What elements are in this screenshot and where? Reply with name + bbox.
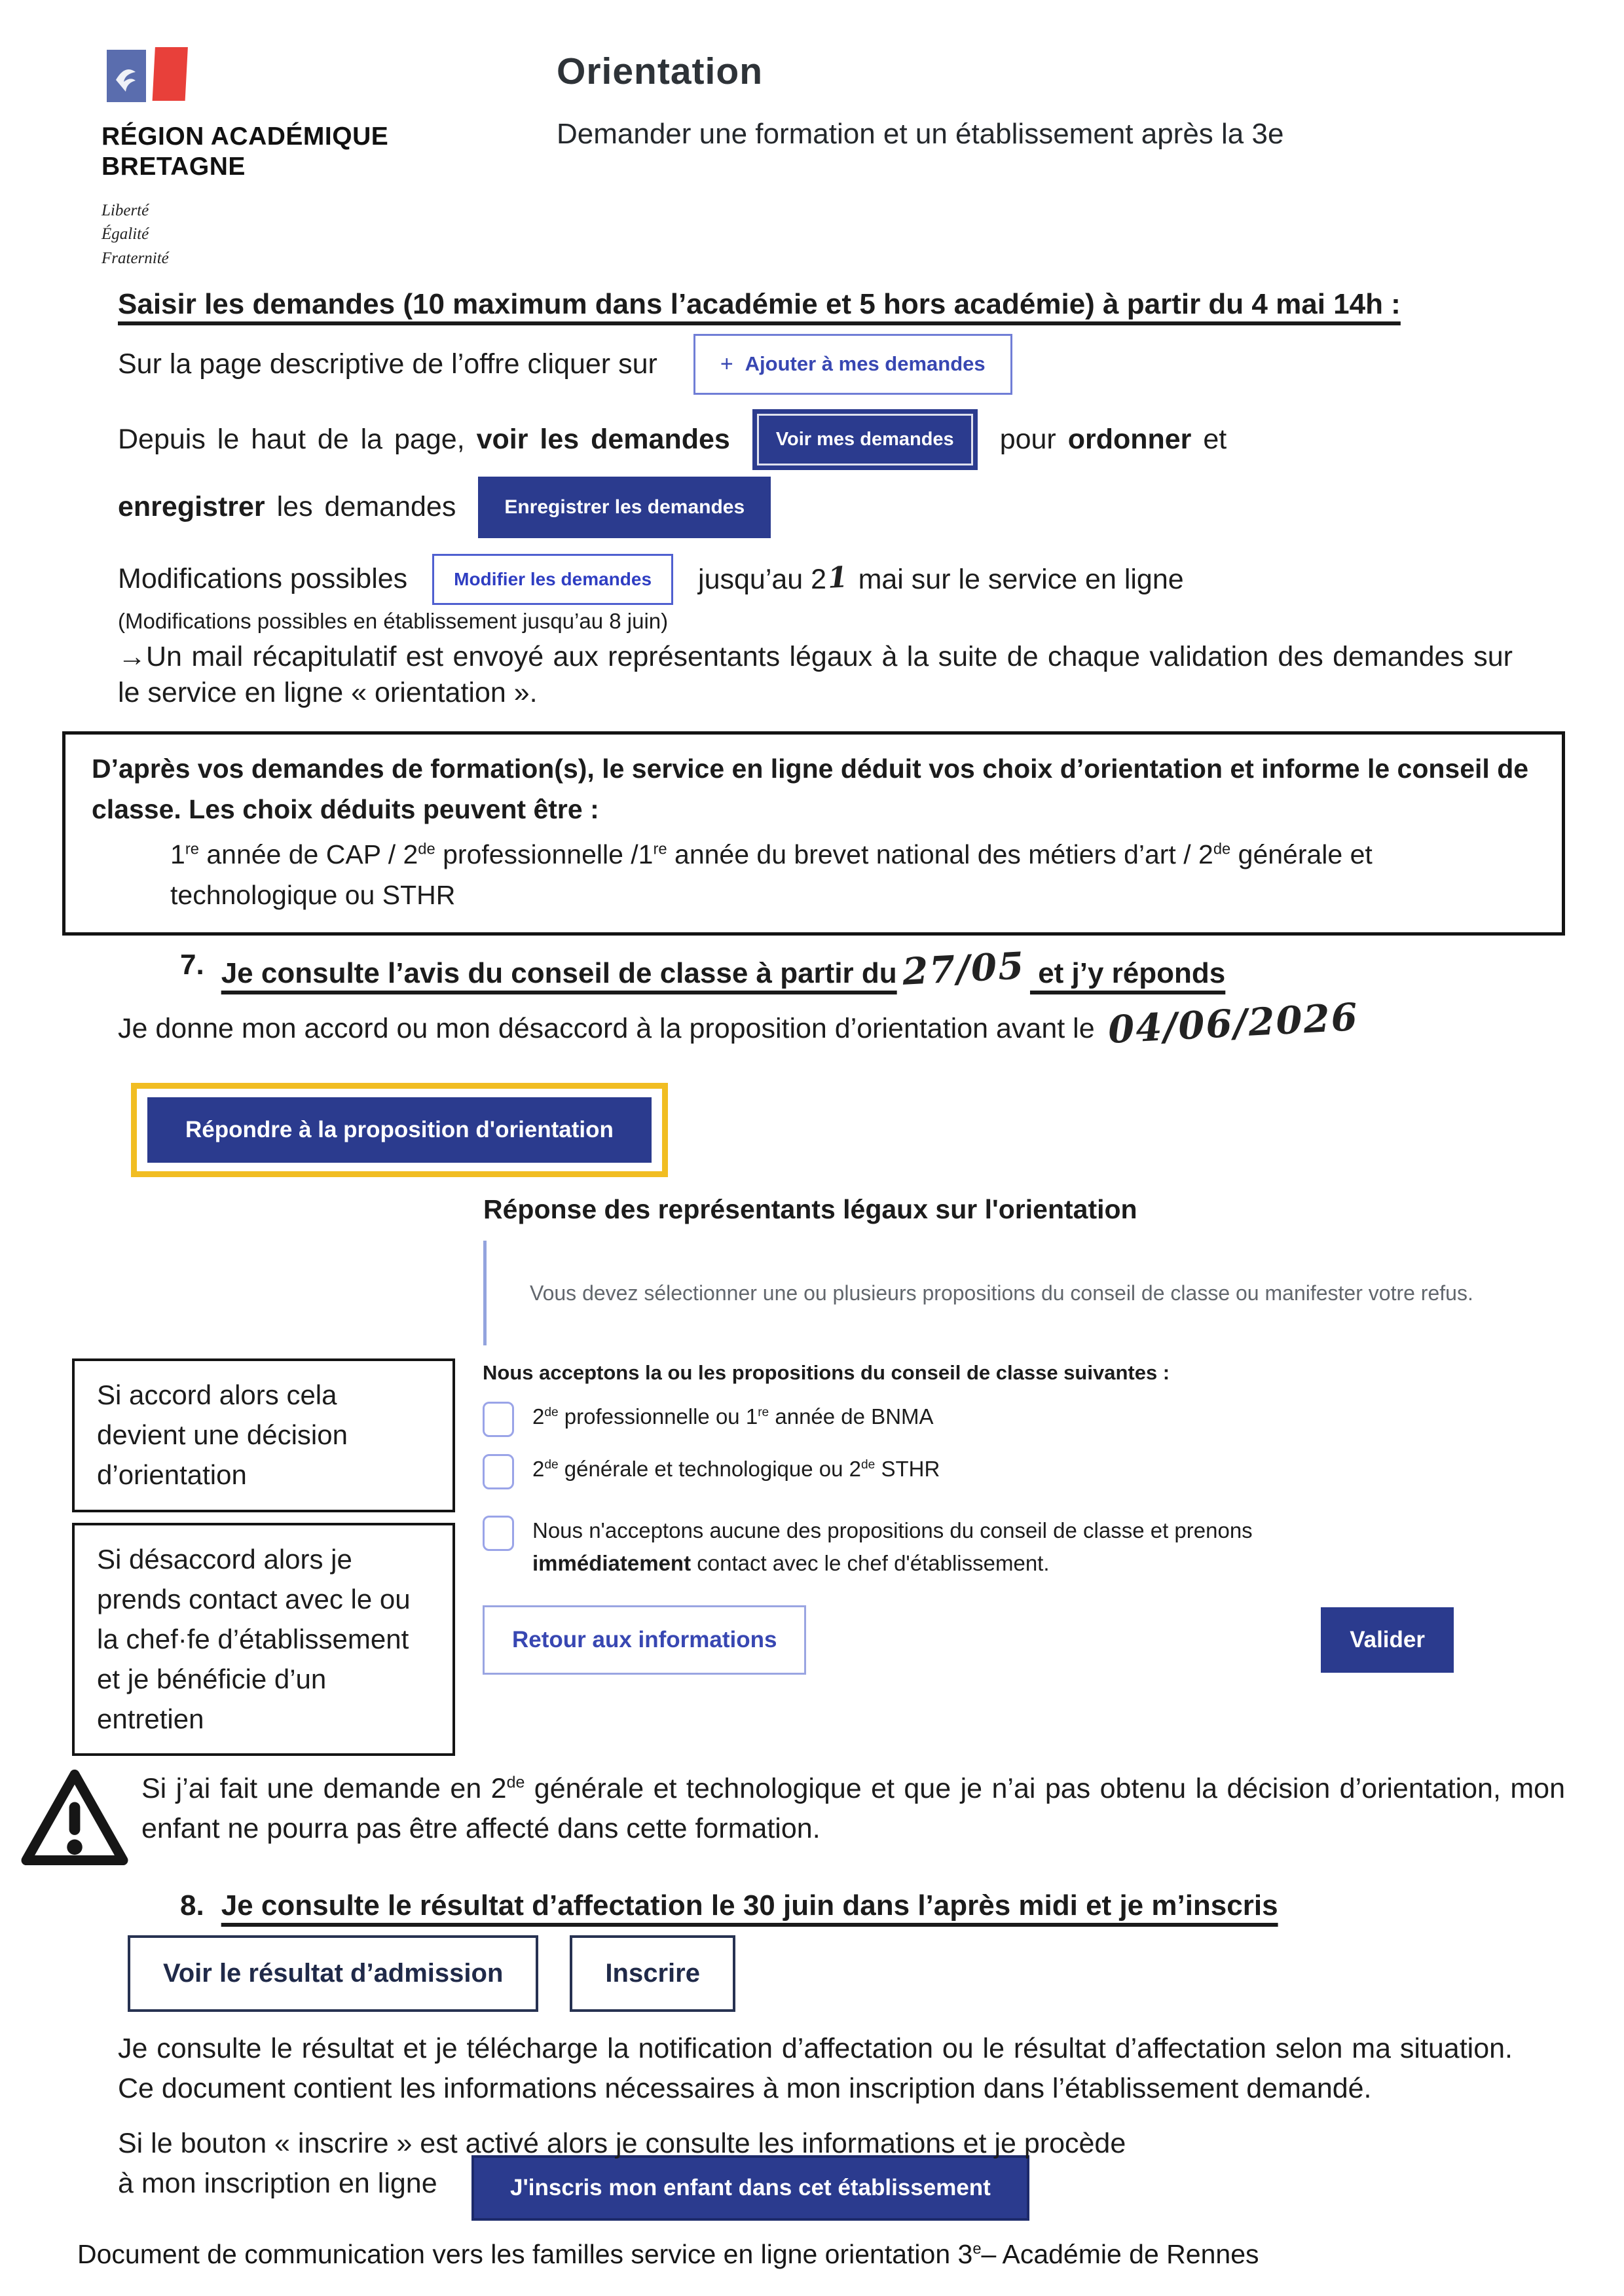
enregistrer-line <box>118 477 1513 538</box>
accord-note-box: Si accord alors cela devient une décision d’orientation <box>72 1358 455 1512</box>
step8-number: 8. <box>180 1889 204 1922</box>
warning-triangle-icon <box>20 1765 130 1876</box>
text-fragment: 27/05 <box>901 944 1026 994</box>
inscrire-button[interactable]: Inscrire <box>570 1935 735 2012</box>
text-fragment: mai sur le service en ligne <box>850 564 1184 595</box>
text-fragment: pour <box>999 423 1068 455</box>
modifications-line <box>118 554 1513 605</box>
proposition-option-1 <box>483 1400 1513 1437</box>
ajouter-button-label: Ajouter à mes demandes <box>745 352 986 375</box>
text-fragment: de <box>861 1458 876 1472</box>
marianne-flag-icon <box>105 46 204 106</box>
modifications-deadline-text <box>698 562 1184 596</box>
voir-demandes-line <box>118 409 1513 470</box>
retour-aux-informations-button[interactable]: Retour aux informations <box>483 1605 806 1675</box>
option-3-label <box>532 1514 1364 1579</box>
highlighted-button-frame <box>131 1083 668 1177</box>
proposition-option-2 <box>483 1453 1513 1489</box>
text-fragment: STHR <box>875 1457 940 1482</box>
option-1-label <box>532 1400 934 1433</box>
text-fragment: de <box>418 840 435 858</box>
result-paragraph: Je consulte le résultat et je télécharge la notification d’affectation ou le résultat d’affectation selon ma situation. Ce document contient les informations nécessaires à mon inscription dans l’établissement demandé. <box>118 2033 1513 2105</box>
ajouter-intro-text: Sur la page descriptive de l’offre cliquer sur <box>118 348 657 380</box>
text-fragment: les demandes <box>265 491 456 522</box>
text-fragment: 2 <box>532 1404 545 1429</box>
text-fragment: immédiatement <box>532 1550 692 1575</box>
text-fragment: et j’y réponds <box>1029 957 1226 990</box>
voir-mes-demandes-button[interactable]: Voir mes demandes <box>752 409 978 470</box>
text-fragment: Nous n'acceptons aucune des propositions du conseil de classe et prenons <box>532 1518 1253 1543</box>
text-fragment: générale et technologique et que je n’ai pas obtenu la décision d’orientation, mon enfant ne pourra pas être affecté dans cette formation. <box>141 1773 1565 1844</box>
result-buttons-row <box>128 1935 1513 2012</box>
step8-heading <box>180 1889 1513 1922</box>
logo-region-line2: BRETAGNE <box>101 153 246 181</box>
section-saisir-heading <box>118 285 1513 325</box>
text-fragment: professionnelle /1 <box>435 839 654 870</box>
annotation-column <box>72 1358 455 1756</box>
checkbox-option-1[interactable] <box>483 1402 514 1437</box>
step7-number: 7. <box>180 949 204 981</box>
text-fragment: Je consulte l’avis du conseil de classe à partir du <box>221 957 897 990</box>
modifications-note: (Modifications possibles en établissement jusqu’au 8 juin) <box>118 608 669 633</box>
text-fragment: de <box>544 1406 559 1420</box>
text-fragment: re <box>758 1406 769 1420</box>
response-actions <box>483 1605 1454 1675</box>
motto-egalite: Égalité <box>101 225 149 244</box>
text-fragment: et <box>1191 423 1227 455</box>
text-fragment: Si j’ai fait une demande en 2 <box>141 1773 507 1805</box>
text-fragment: générale et technologique ou STHR <box>170 839 1373 910</box>
text-fragment: de <box>1213 840 1231 858</box>
accord-line <box>118 994 1513 1053</box>
text-fragment: voir les demandes <box>476 423 730 455</box>
text-fragment: année de CAP / 2 <box>198 839 418 870</box>
proposition-option-3 <box>483 1514 1513 1579</box>
logo-motto <box>101 199 494 270</box>
text-fragment: Depuis le haut de la page, <box>118 423 477 455</box>
page-title: Orientation <box>557 50 764 92</box>
modifier-les-demandes-button[interactable]: Modifier les demandes <box>432 554 673 605</box>
ajouter-a-mes-demandes-button[interactable] <box>693 334 1012 395</box>
text-fragment: 1 <box>170 839 185 870</box>
option-2-label <box>532 1453 940 1485</box>
step7-heading <box>180 944 1513 994</box>
text-fragment: professionnelle ou 1 <box>558 1404 758 1429</box>
text-fragment: re <box>185 840 199 858</box>
voir-demandes-text-2 <box>1000 424 1227 456</box>
response-grid <box>72 1358 1513 1756</box>
text-fragment: Je donne mon accord ou mon désaccord à la proposition d’orientation avant le <box>118 1013 1103 1045</box>
deduction-box-detail <box>170 835 1532 915</box>
text-fragment: générale et technologique ou 2 <box>558 1457 862 1482</box>
ajouter-row <box>118 334 1513 395</box>
text-fragment: de <box>506 1774 525 1793</box>
text-fragment: 1 <box>826 560 850 595</box>
title-block <box>557 46 1283 270</box>
warning-block <box>20 1768 1565 1876</box>
notice-text: Vous devez sélectionner une ou plusieurs propositions du conseil de classe ou manifester votre refus. <box>530 1281 1473 1305</box>
voir-demandes-text-1 <box>118 424 730 456</box>
enregistrer-les-demandes-button[interactable]: Enregistrer les demandes <box>478 477 771 538</box>
warning-text <box>141 1768 1565 1848</box>
text-fragment: – Académie de Rennes <box>981 2239 1259 2269</box>
checkbox-option-3[interactable] <box>483 1516 514 1551</box>
voir-resultat-admission-button[interactable]: Voir le résultat d’admission <box>128 1935 538 2012</box>
region-academique-logo <box>101 46 494 270</box>
motto-fraternite: Fraternité <box>101 249 169 267</box>
propositions-column <box>483 1358 1513 1756</box>
text-fragment: 04/06/2026 <box>1107 994 1359 1053</box>
desaccord-note-box: Si désaccord alors je prends contact avec le ou la chef·fe d’établissement et je bénéficie d’un entretien <box>72 1523 455 1756</box>
notice-vertical-bar <box>483 1241 487 1345</box>
mail-recap-paragraph: →Un mail récapitulatif est envoyé aux représentants légaux à la suite de chaque validation des demandes sur le service en ligne « orientation ». <box>118 640 1513 709</box>
text-fragment: jusqu’au 2 <box>698 564 827 595</box>
document-body <box>0 285 1624 2221</box>
deduction-box-intro: D’après vos demandes de formation(s), le service en ligne déduit vos choix d’orientation et informe le conseil de classe. Les choix déduits peuvent être : <box>92 754 1529 824</box>
checkbox-option-2[interactable] <box>483 1454 514 1489</box>
step7-heading-text <box>221 944 1226 994</box>
inscris-mon-enfant-button[interactable]: J'inscris mon enfant dans cet établissement <box>471 2155 1029 2221</box>
text-fragment: ordonner <box>1067 423 1192 455</box>
text-fragment: de <box>544 1458 559 1472</box>
page-subtitle: Demander une formation et un établissement après la 3e <box>557 118 1284 150</box>
response-notice <box>483 1241 1513 1345</box>
document-footer <box>77 2239 1259 2270</box>
valider-button[interactable]: Valider <box>1321 1607 1454 1673</box>
inscription-paragraph: Si le bouton « inscrire » est activé alors je consulte les informations et je procède à mon inscription en ligne <box>118 2127 1126 2199</box>
text-fragment: Document de communication vers les familles service en ligne orientation 3 <box>77 2239 973 2269</box>
response-panel-heading: Réponse des représentants légaux sur l'orientation <box>483 1194 1137 1225</box>
section-saisir-heading-text: Saisir les demandes (10 maximum dans l’académie et 5 hors académie) à partir du 4 mai 14h : <box>118 287 1401 320</box>
text-fragment: re <box>653 840 667 858</box>
text-fragment: contact avec le chef d'établissement. <box>691 1550 1050 1575</box>
text-fragment: année du brevet national des métiers d’art / 2 <box>667 839 1213 870</box>
text-fragment: année de BNMA <box>769 1404 934 1429</box>
text-fragment: e <box>972 2240 982 2258</box>
modifications-label: Modifications possibles <box>118 563 408 594</box>
motto-liberte: Liberté <box>101 202 149 220</box>
logo-region-line1: RÉGION ACADÉMIQUE <box>101 122 389 151</box>
text-fragment: enregistrer <box>118 491 265 522</box>
repondre-proposition-button[interactable]: Répondre à la proposition d'orientation <box>147 1097 652 1163</box>
deduction-box <box>62 731 1565 936</box>
text-fragment: 2 <box>532 1457 545 1482</box>
enregistrer-text <box>118 491 456 523</box>
accept-propositions-label: Nous acceptons la ou les propositions du conseil de classe suivantes : <box>483 1361 1170 1385</box>
plus-icon: + <box>720 351 733 376</box>
step8-heading-text: Je consulte le résultat d’affectation le 30 juin dans l’après midi et je m’inscris <box>221 1889 1278 1922</box>
page-header <box>0 0 1624 270</box>
